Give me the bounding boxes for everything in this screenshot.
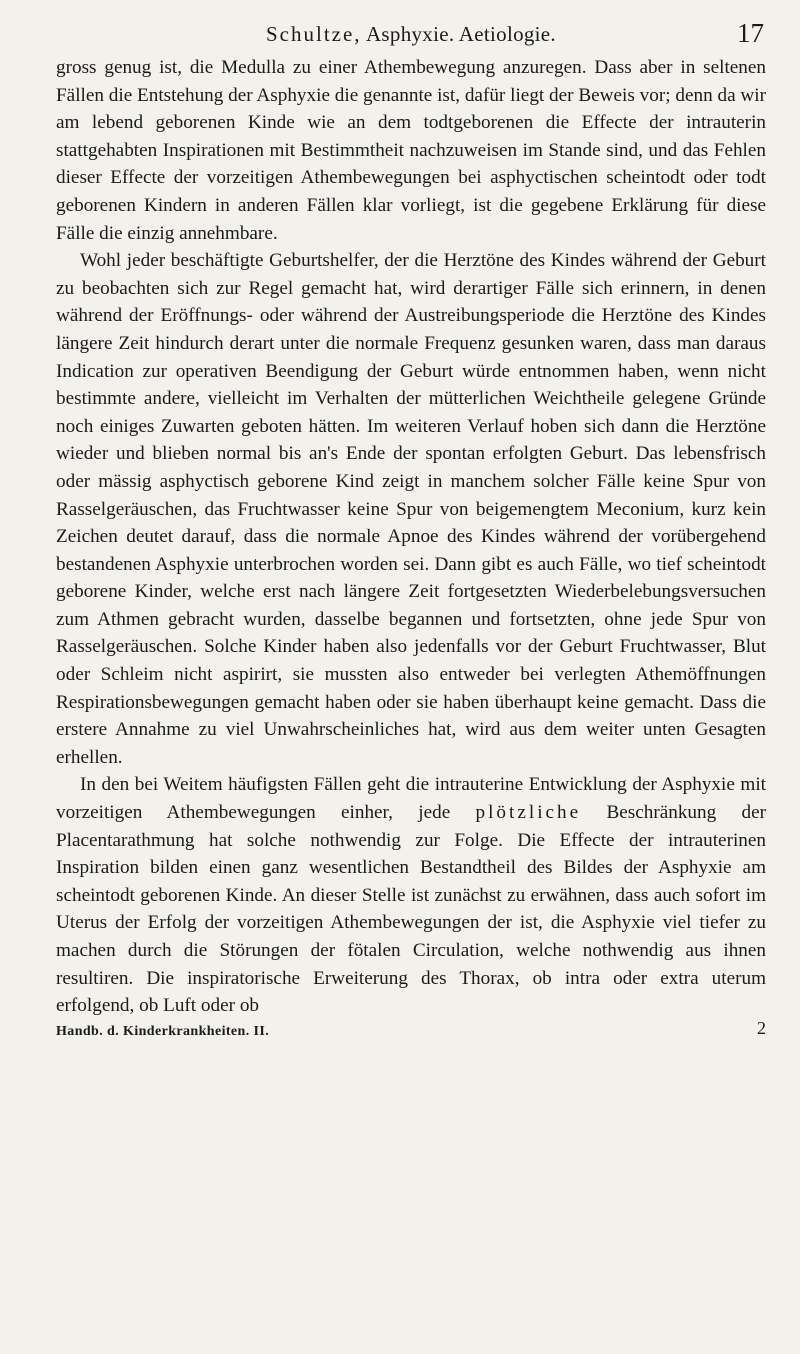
running-head [56,18,766,52]
running-title [56,22,766,47]
paragraph-3 [56,771,766,1019]
footer-book-title: Handb. d. Kinderkrankheiten. II. [56,1023,270,1039]
paragraph-1: gross genug ist, die Medulla zu einer Athembewegung anzuregen. Dass aber in seltenen Fällen die Entstehung der Asphyxie die genannte ist, dafür liegt der Beweis vor; denn da wir am lebend geborenen Kinde wie an dem todtgeborenen die Effecte der intrauterin stattgehabten Inspirationen mit Bestimmtheit nachzuweisen im Stande sind, und das Fehlen dieser Effecte der vorzeitigen Athembewegungen bei asphyctischen scheintodt oder todt geborenen Kindern in anderen Fällen klar vorliegt, ist die gegebene Erklärung für diese Fälle die einzig annehmbare. [56,57,766,244]
page-footer [56,1017,766,1044]
page-number: 17 [737,18,764,48]
running-title-author: Schultze, [266,22,362,46]
paragraph-3-start: In den bei Weitem häufigsten Fällen geht die intrauterine Entwicklung der Asphyxie mit vorzeitigen Athembewegungen einher, jede [56,774,766,824]
signature-mark: 2 [757,1017,766,1038]
book-page [56,18,766,1044]
emphasized-word: plötzliche [475,802,582,824]
running-title-subject: Asphyxie. Aetiologie. [361,22,556,46]
paragraph-3-end: Beschränkung der Placentarathmung hat solche nothwendig zur Folge. Die Effecte der intrauterinen Inspiration bilden einen ganz wesentlichen Bestandtheil des Bildes der Asphyxie am scheintodt geborenen Kinde. An dieser Stelle ist zunächst zu erwähnen, dass auch sofort im Uterus der Erfolg der vorzeitigen Athembewegungen der ist, die Asphyxie viel tiefer zu machen durch die Störungen der fötalen Circulation, welche nothwendig aus ihnen resultiren. Die inspiratorische Erweiterung des Thorax, ob intra oder extra uterum erfolgend, ob Luft oder ob [56,802,766,1017]
body-text [56,54,766,1020]
paragraph-2: Wohl jeder beschäftigte Geburtshelfer, der die Herztöne des Kindes während der Geburt zu beobachten sich zur Regel gemacht hat, wird derartiger Fälle sich erinnern, in denen während der Eröffnungs- oder während der Austreibungsperiode die Herztöne des Kindes längere Zeit hindurch derart unter die normale Frequenz gesunken waren, dass man daraus Indication zur operativen Beendigung der Geburt würde entnommen haben, wenn nicht bestimmte andere, vielleicht im Verhalten der mütterlichen Weichtheile gelegene Gründe noch einiges Zuwarten geboten hätten. Im weiteren Verlauf hoben sich dann die Herztöne wieder und blieben normal bis an's Ende der spontan erfolgten Geburt. Das lebensfrisch oder mässig asphyctisch geborene Kind zeigt in manchem solcher Fälle keine Spur von Rasselgeräuschen, das Fruchtwasser keine Spur von beigemengtem Meconium, kurz kein Zeichen deutet darauf, dass die normale Apnoe des Kindes während der vorübergehend bestandenen Asphyxie unterbrochen worden sei. Dann gibt es auch Fälle, wo tief scheintodt geborene Kinder, welche erst nach längere Zeit fortgesetzten Wiederbelebungsversuchen zum Athmen gebracht wurden, dasselbe begannen und fortsetzten, ohne jede Spur von Rasselgeräuschen. Solche Kinder haben also jedenfalls vor der Geburt Fruchtwasser, Blut oder Schleim nicht aspirirt, sie mussten also entweder bei verlegten Athemöffnungen Respirationsbewegungen gemacht haben oder sie haben überhaupt keine gemacht. Dass die erstere Annahme zu viel Unwahrscheinliches hat, wird aus dem weiter unten Gesagten erhellen. [56,250,766,768]
